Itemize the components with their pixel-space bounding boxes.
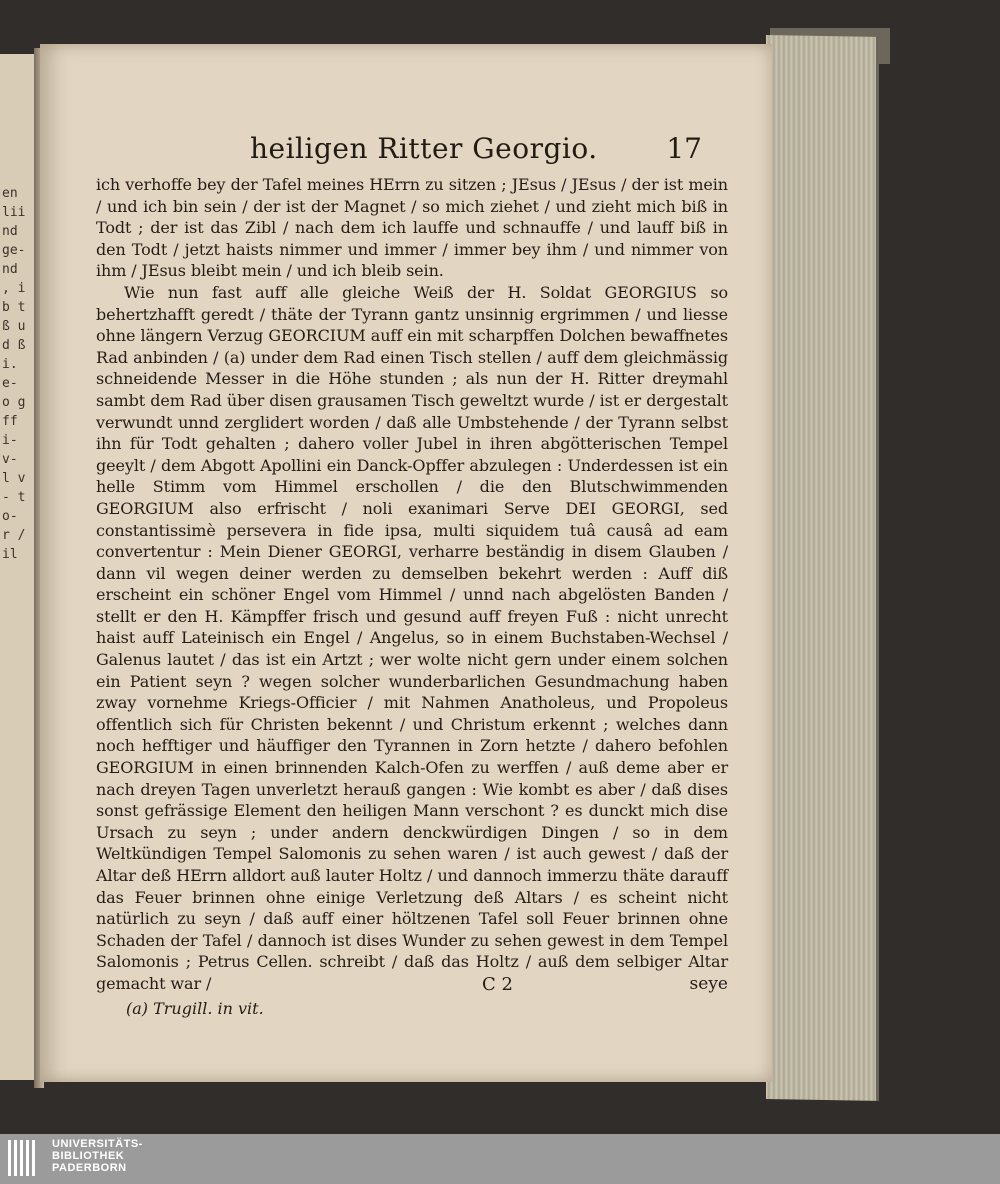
paragraph: Wie nun fast auff alle gleiche Weiß der H. Soldat GEORGIUS so behertzhafft geredt / thäte der Tyrann gantz unsinnig ergrimmen / und liesse ohne längern Verzug GEORCIUM auff ein mit scharpffen Dolchen bewaffnetes Rad anbinden / (a) under dem Rad einen Tisch stellen / auff dem gleichmässig schneidende Messer in die Höhe stunden ; als nun der H. Ritter dreymahl sambt dem Rad über disen grausamen Tisch geweltzt wurde / ist er dergestalt verwundt unnd zerglidert worden / daß alle Umbstehende / der Tyrann selbst ihn für Todt gehalten ; dahero voller Jubel in ihren abgötterischen Tempel geeylt / dem Abgott Apollini ein Danck-Opffer abzulegen : Underdessen ist ein helle Stimm vom Himmel erschollen / die den Blutschwimmenden GEORGIUM also erfrischt / noli exanimari Serve DEI GEORGI, sed constantissimè persevera in fide ipsa, multi siquidem tuâ causâ ad eam convertentur : Mein Diener GEORGI, verharre beständig in disem Glauben / dann vil wegen deiner werden zu demselben bekehrt werden : Auff diß erscheint ein schöner Engel vom Himmel / unnd nach abgelösten Banden / stellt er den H. Kämpffer frisch und gesund auff freyen Fuß : nicht unrecht haist auff Lateinisch ein Engel / Angelus, so in einem Buchstaben-Wechsel / Galenus lautet / das ist ein Artzt ; wer wolte nicht gern under einem solchen ein Patient seyn ? wegen solcher wunderbarlichen Gesundmachung haben zway vornehme Kriegs-Officier / mit Nahmen Anatholeus, und Propoleus offentlich sich für Christen bekennt / und Christum erkennt ; welches dann noch hefftiger und häuffiger den Tyrannen in Zorn hetzte / dahero befohlen GEORGIUM in einen brinnenden Kalch-Ofen zu werffen / auß deme aber er nach dreyen Tagen unverletzt herauß gangen : Wie kombt es aber / daß dises sonst gefrässige Element den heiligen Mann verschont ? es dunckt mich dise Ursach zu seyn ; under andern denckwürdigen Dingen / so in dem Weltkündigen Tempel Salomonis zu sehen waren / ist auch gewest / daß der Altar deß HErrn alldort auß lauter Holtz / und dannoch immerzu thäte darauff das Feuer brinnen ohne einige Verletzung deß Altars / es scheint nicht natürlich zu seyn / daß auff einer höltzenen Tafel soll Feuer brinnen ohne Schaden der Tafel / dannoch ist dises Wunder zu sehen gewest in dem Tempel Salomonis ; Petrus Cellen. schreibt / daß das Holtz / auß dem selbiger Altar gemacht war / <box>96 282 728 993</box>
left-page-edge <box>0 54 36 1080</box>
library-name <box>52 1138 143 1174</box>
footnote: (a) Trugill. in vit. <box>126 999 264 1018</box>
paragraph: ich verhoffe bey der Tafel meines HErrn zu sitzen ; JEsus / JEsus / der ist mein / und ich bin sein / der ist der Magnet / so mich ziehet / und zieht mich biß in Todt ; der ist das Zibl / nach dem ich lauffe und schnauffe / und lauff biß in den Todt / jetzt haists nimmer und immer / immer bey ihm / und nimmer von ihm / JEsus bleibt mein / und ich bleib sein. <box>96 175 728 281</box>
book-page <box>40 44 772 1082</box>
library-name-line: BIBLIOTHEK <box>52 1150 125 1162</box>
library-name-line: UNIVERSITÄTS- <box>52 1138 143 1150</box>
body-text <box>96 174 728 995</box>
running-head: heiligen Ritter Georgio. <box>250 132 598 165</box>
page-number: 17 <box>666 132 702 165</box>
left-page-fragment: en lii nd ge- nd , ib t ß u d ß i. e- o g ff i- v- l v- t o- r / il <box>2 186 26 562</box>
catchword-row <box>96 974 728 1002</box>
page-stack-edges <box>766 35 879 1101</box>
library-footer <box>0 1134 1000 1184</box>
signature-mark: C 2 <box>482 974 513 995</box>
catchword: seye <box>689 974 728 994</box>
page-header <box>250 132 710 172</box>
library-name-line: PADERBORN <box>52 1162 127 1174</box>
library-logo-icon <box>8 1140 48 1178</box>
